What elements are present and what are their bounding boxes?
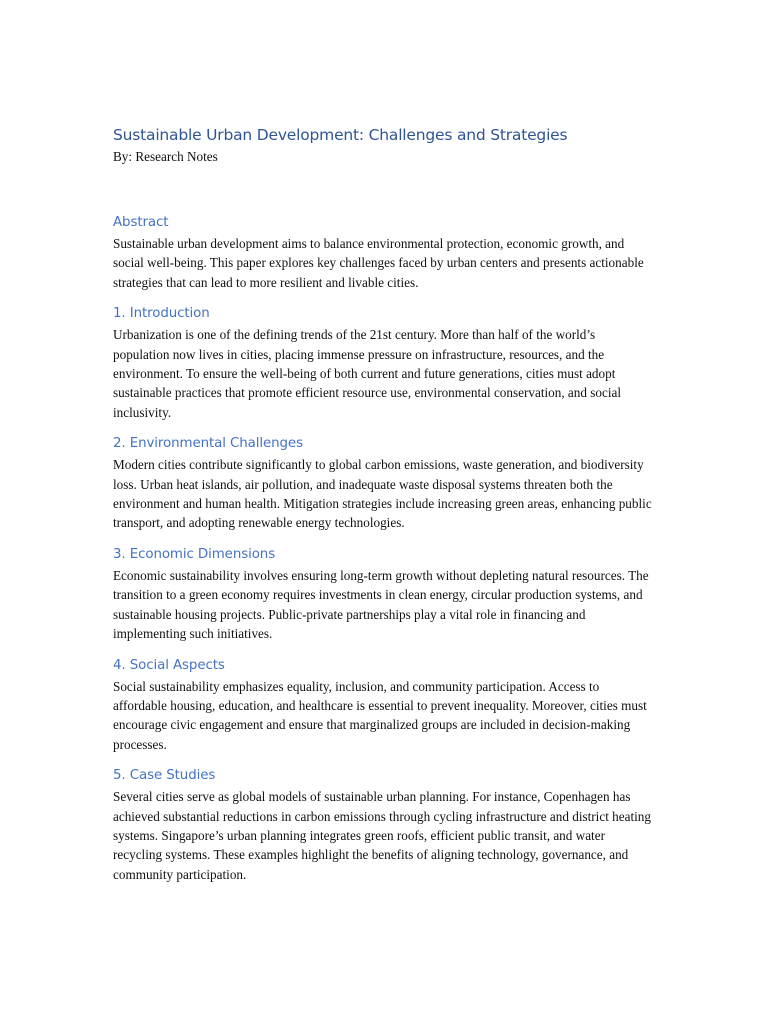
- document-content: [113, 124, 653, 884]
- section-economic-dimensions: [113, 545, 653, 644]
- section-abstract: [113, 213, 653, 292]
- section-body: Several cities serve as global models of sustainable urban planning. For instance, Copenhagen has achieved substantial reductions in carbon emissions through cycling infrastructure and district heating systems. Singapore’s urban planning integrates green roofs, efficient public transit, and water recycling systems. These examples highlight the benefits of aligning technology, governance, and community participation.: [113, 789, 651, 882]
- section-heading: 3. Economic Dimensions: [113, 546, 276, 562]
- section-body: Economic sustainability involves ensuring long-term growth without depleting natural resources. The transition to a green economy requires investments in clean energy, circular production systems, and sustainable housing projects. Public-private partnerships play a vital role in financing and implementing such initiatives.: [113, 567, 649, 642]
- section-heading: 4. Social Aspects: [113, 657, 225, 673]
- section-body: Social sustainability emphasizes equality, inclusion, and community participation. Access to affordable housing, education, and healthcare is essential to prevent inequality. Moreover, cities must encourage civic engagement and ensure that marginalized groups are included in decision-making processes.: [113, 678, 647, 752]
- section-heading: 5. Case Studies: [113, 768, 216, 784]
- section-environmental-challenges: [113, 434, 653, 533]
- section-body: Modern cities contribute significantly to global carbon emissions, waste generation, and biodiversity loss. Urban heat islands, air pollution, and inadequate waste disposal systems threaten both the environment and human health. Mitigation strategies include increasing green areas, enhancing public transport, and adopting renewable energy technologies.: [113, 457, 652, 531]
- section-heading: 2. Environmental Challenges: [113, 436, 303, 452]
- section-case-studies: [113, 766, 653, 884]
- document-byline: By: Research Notes: [113, 149, 218, 164]
- section-introduction: [113, 304, 653, 422]
- section-heading: Abstract: [113, 215, 169, 230]
- section-social-aspects: [113, 656, 653, 755]
- section-body: Sustainable urban development aims to balance environmental protection, economic growth, and social well-being. This paper explores key challenges faced by urban centers and presents actionable strategies that can lead to more resilient and livable cities.: [113, 236, 644, 290]
- document-title: Sustainable Urban Development: Challenges and Strategies: [113, 126, 568, 144]
- section-heading: 1. Introduction: [113, 306, 210, 322]
- section-body: Urbanization is one of the defining trends of the 21st century. More than half of the world’s population now lives in cities, placing immense pressure on infrastructure, resources, and the environment. To ensure the well-being of both current and future generations, cities must adopt sustainable practices that promote efficient resource use, environmental conservation, and social inclusivity.: [113, 327, 622, 420]
